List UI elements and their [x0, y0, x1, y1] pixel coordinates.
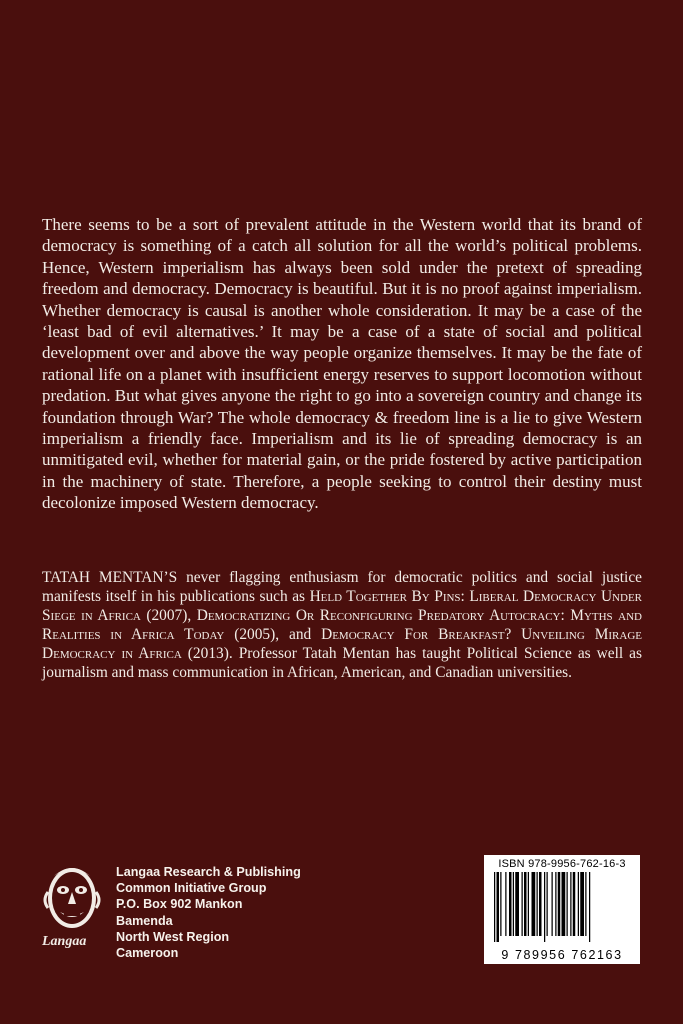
isbn-label: ISBN 978-9956-762-16-3 [498, 858, 626, 870]
book-title-3: Democracy For Breakfast? Unveiling Mirage Democracy in Africa [42, 626, 642, 662]
mask-face-icon [36, 862, 108, 938]
langaa-logo [36, 862, 108, 958]
logo-wordmark: Langaa [42, 934, 87, 949]
barcode-digits: 9 789956 762163 [501, 948, 623, 962]
publisher-line: North West Region [116, 929, 230, 944]
publisher-line: Langaa Research & Publishing [116, 865, 301, 879]
publisher-line: Common Initiative Group [116, 881, 267, 896]
back-cover-blurb: There seems to be a sort of prevalent attitude in the Western world that its brand of democracy is something of a catch all solution for all the world’s political problems. Hence, Western imperialism has always been sold under the pretext of spreading freedom and democracy. Democracy is beautiful. But it is no proof against imperialism. Whether democracy is causal is another whole consideration. It may be a case of the ‘least bad of evil alternatives.’ It may be a case of a state of social and political development over and above the way people organize themselves. It may be the fate of rational life on a planet with insufficient energy reserves to support locomotion without predation. But what gives anyone the right to go into a sovereign country and change its foundation through War? The whole democracy & freedom line is a lie to give Western imperialism a friendly face. Imperialism and its lie of spreading democracy is an unmitigated evil, whether for material gain, or the pride fostered by active participation in the machinery of state. Therefore, a people seeking to control their destiny must decolonize imposed Western democracy. [42, 215, 642, 513]
bio-year-1: (2007), [140, 607, 197, 624]
book-title-1: Held Together By Pins: Liberal Democracy Under Siege in Africa [42, 588, 643, 624]
book-title-2: Democratizing Or Reconfiguring Predatory Autocracy: Myths and Realities in Africa Today [42, 607, 642, 643]
author-bio [42, 568, 642, 682]
publisher-line: P.O. Box 902 Mankon [116, 897, 243, 912]
publisher-line: Cameroon [116, 946, 179, 961]
bio-intro: TATAH MENTAN’S never flagging enthusiasm for democratic politics and social justice manifests itself in his publications such as [42, 569, 642, 605]
bio-outro: (2013). Professor Tatah Mentan has taught Political Science as well as journalism and mass communication in African, American, and Canadian universities. [42, 645, 642, 681]
publisher-line: Bamenda [116, 913, 173, 928]
isbn-barcode [484, 855, 640, 964]
publisher-block [36, 862, 301, 961]
bio-year-2: (2005), and [224, 626, 322, 643]
barcode-bars [492, 872, 632, 942]
publisher-address [116, 864, 301, 961]
